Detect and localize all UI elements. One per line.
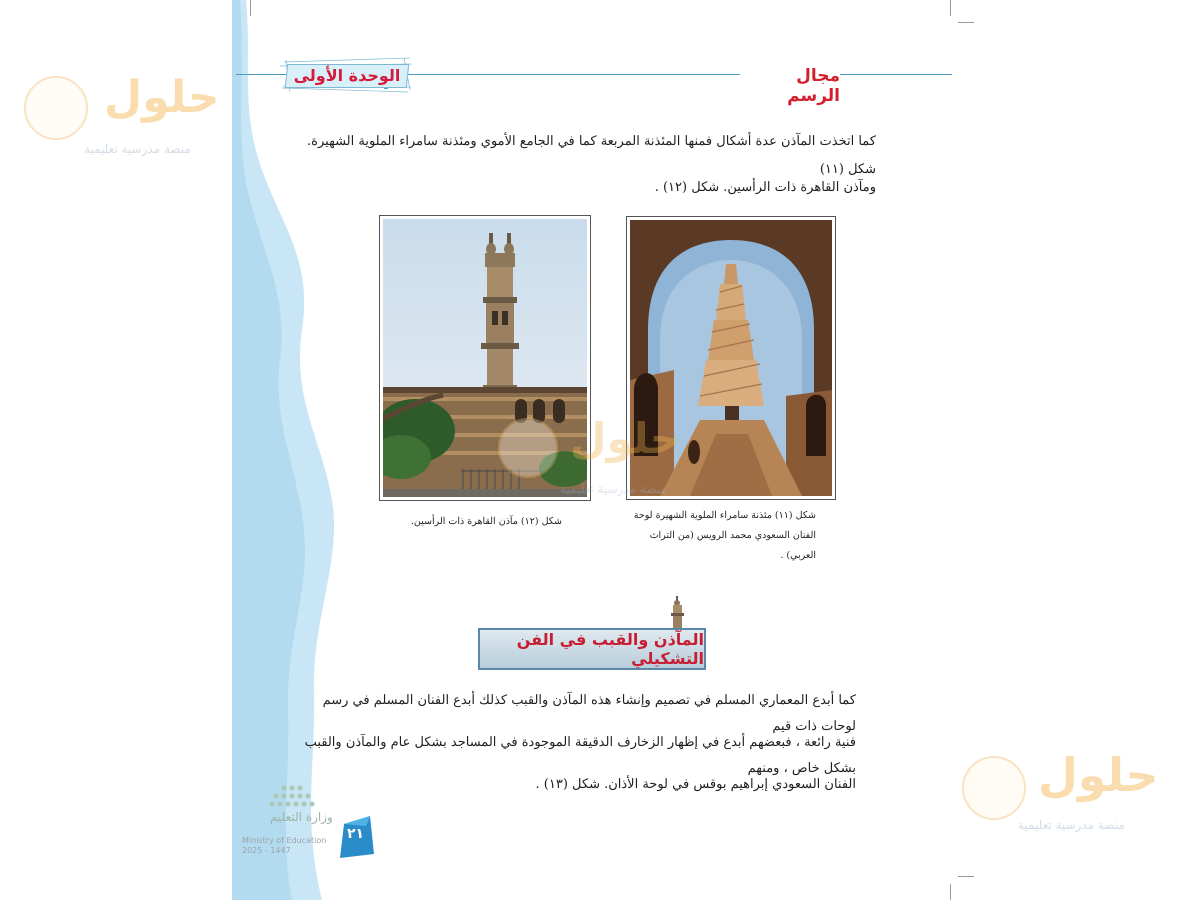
unit-badge [280,56,414,94]
watermark-bottom-right [958,740,1188,840]
ministry-name-ar: وزارة التعليم [270,810,333,824]
watermark-center [490,400,720,500]
crop-mark [958,22,974,23]
figure-12-caption [390,512,562,532]
watermark-word: حلول [104,72,220,123]
watermark-logo-icon [24,76,88,140]
crop-mark [950,884,951,900]
watermark-logo-icon [498,418,558,478]
watermark-top-left [24,62,244,162]
page-number-badge [340,816,374,858]
figure-11-caption [626,506,816,566]
section-title: المآذن والقبب في الفن التشكيلي [516,630,704,668]
body-line-1: كما أبدع المعماري المسلم في تصميم وإنشاء هذه المآذن والقبب كذلك أبدع الفنان المسلم في رسم لوحات ذات قيم [322,693,856,734]
watermark-word: حلول [1038,748,1159,802]
crop-mark [950,0,951,16]
watermark-sub: منصة مدرسية تعليمية [560,482,667,496]
body-line-3: الفنان السعودي إبراهيم بوقس في لوحة الأذان. شكل (١٣) . [535,777,856,792]
ministry-year: 2025 - 1447 [242,846,291,855]
ministry-name-en-text: Ministry of Education [242,836,327,845]
body-line-2: فنية رائعة ، فبعضهم أبدع في إظهار الزخارف الدقيقة الموجودة في المساجد بشكل عام والمآذن والقبب بشكل خاص ، ومنهم [304,735,856,776]
watermark-sub: منصة مدرسية تعليمية [1018,818,1125,832]
crop-mark [958,876,974,877]
intro-paragraph [300,128,876,202]
section-banner [478,628,706,670]
watermark-sub: منصة مدرسية تعليمية [84,142,191,156]
figure-11-caption-line-1: شكل (١١) مئذنة سامراء الملوية الشهيرة لوحة [633,510,816,521]
intro-line-2: ومآذن القاهرة ذات الرأسين. شكل (١٢) . [654,180,876,195]
body-paragraph [300,688,856,798]
field-title: مجال الرسم [740,66,840,102]
watermark-logo-icon [962,756,1026,820]
ministry-name-en [242,836,326,856]
unit-label: الوحدة الأولى [293,65,401,85]
watermark-word: حلول [570,414,681,463]
page-number: ٢١ [347,826,365,842]
figure-12-caption-line: شكل (١٢) مآذن القاهرة ذات الرأسين. [410,516,562,527]
intro-line-1: كما اتخذت المآذن عدة أشكال فمنها المئذنة المربعة كما في الجامع الأموي ومئذنة سامراء الملوية الشهيرة. شكل (١١) [307,134,876,177]
ministry-dots-icon [266,780,326,810]
figure-11-caption-line-2: الفنان السعودي محمد الرويس (من التراث العربي) . [649,530,816,561]
